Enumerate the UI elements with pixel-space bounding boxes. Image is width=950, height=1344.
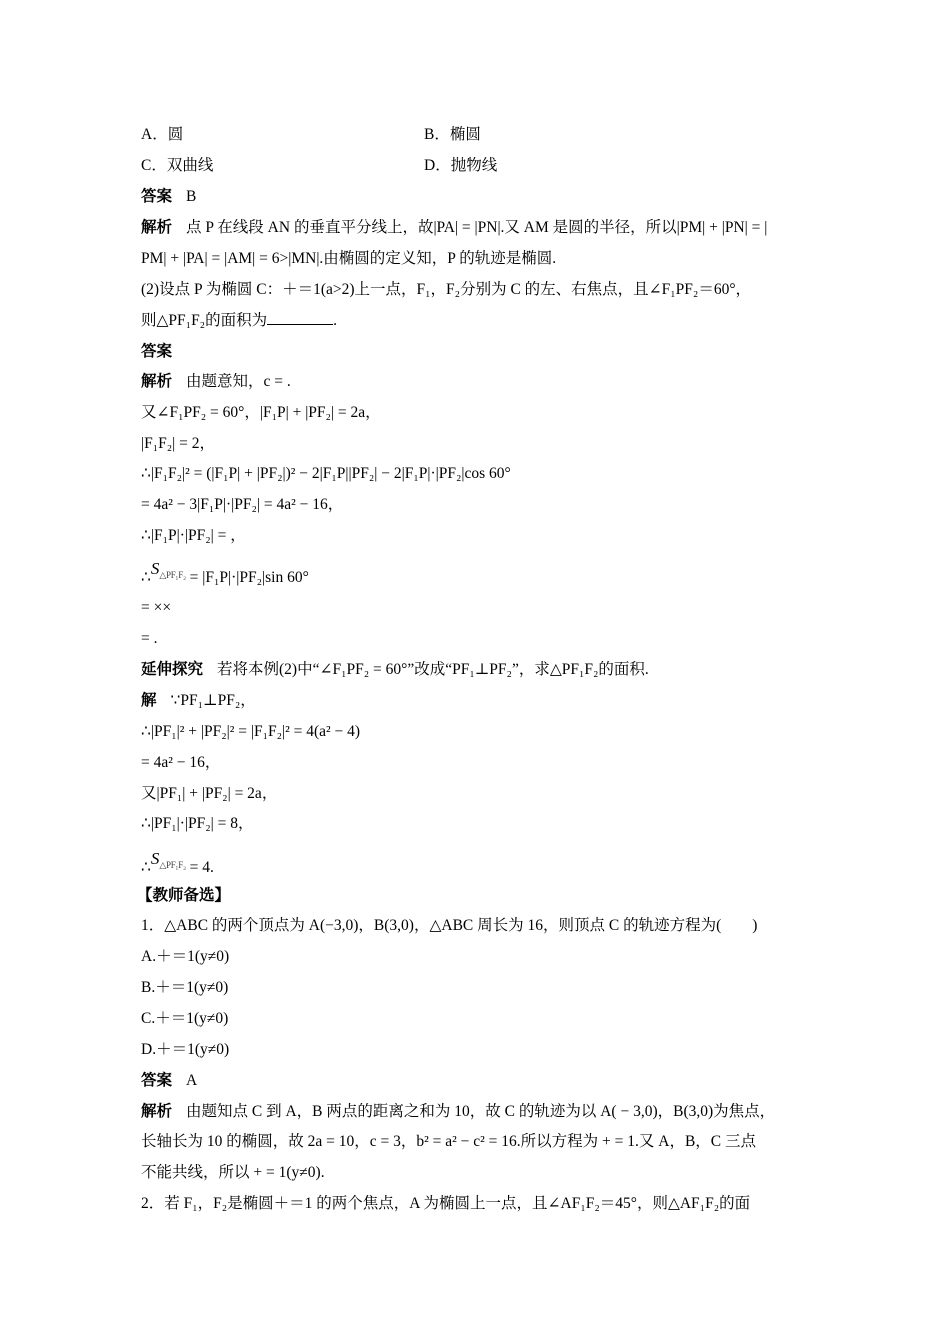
- question-2-line-1: (2)设点 P 为椭圆 C：＋＝1(a>2)上一点，F₁，F₂分别为 C 的左、右焦点，且∠F₁PF₂＝60°，: [141, 281, 752, 298]
- teacher-question-2: 2．若 F₁，F₂是椭圆＋＝1 的两个焦点，A 为椭圆上一点，且∠AF₁F₂＝45°，则△AF₁F₂的面: [141, 1195, 751, 1212]
- answer-1: [141, 186, 196, 208]
- solution-text: 点 P 在线段 AN 的垂直平分线上，故|PA| = |PN|.又 AM 是圆的半径，所以|PM| + |PN| = |: [186, 219, 768, 236]
- option-a: A．圆: [141, 126, 184, 143]
- solution-text: 由题意知，c = .: [186, 373, 291, 390]
- solution-text: = 4.: [189, 859, 214, 876]
- area-symbol: S: [150, 849, 160, 868]
- answer-value: B: [186, 188, 197, 205]
- area-subscript: △PF₁F₂: [159, 860, 186, 870]
- solution-4-line-1: [141, 1101, 775, 1123]
- therefore-symbol: ∴: [141, 569, 151, 586]
- solution-label: 解析: [141, 1103, 173, 1120]
- solution-2-line-1: [141, 371, 291, 393]
- solution-2-line-5: = 4a² − 3|F₁P|·|PF₂| = 4a² − 16，: [141, 496, 344, 513]
- answer-2-label: 答案: [141, 343, 173, 360]
- tq1-option-b: B.＋＝1(y≠0): [141, 979, 229, 996]
- solution-label: 解析: [141, 219, 173, 236]
- answer-blank: [267, 310, 333, 325]
- area-symbol: S: [150, 559, 160, 578]
- option-b: B．椭圆: [424, 126, 481, 143]
- solution-3-line-5: ∴|PF₁|·|PF₂| = 8，: [141, 815, 254, 832]
- teacher-section-title: 【教师备选】: [137, 887, 231, 904]
- teacher-question-1: 1．△ABC 的两个顶点为 A(−3,0)，B(3,0)，△ABC 周长为 16，则顶点 C 的轨迹方程为( ): [141, 917, 758, 934]
- solution-label: 解析: [141, 373, 173, 390]
- solution-3-line-6: [141, 849, 214, 880]
- solution-2-line-2: 又∠F₁PF₂ = 60°，|F₁P| + |PF₂| = 2a，: [141, 404, 381, 421]
- extension-question: [141, 659, 649, 681]
- area-subscript: △PF₁F₂: [159, 570, 186, 580]
- solution-3-line-3: = 4a² − 16，: [141, 754, 221, 771]
- solution-1-line-1: [141, 217, 767, 239]
- tq1-option-c: C.＋＝1(y≠0): [141, 1010, 229, 1027]
- solution-2-line-7: [141, 559, 309, 590]
- question-2-line-2: [141, 310, 337, 332]
- solution-2-line-4: ∴|F₁F₂|² = (|F₁P| + |PF₂|)² − 2|F₁P||PF₂| − 2|F₁P|·|PF₂|cos 60°: [141, 465, 511, 482]
- extension-text: 若将本例(2)中“∠F₁PF₂ = 60°”改成“PF₁⊥PF₂”，求△PF₁F₂的面积.: [217, 661, 649, 678]
- tq1-option-a: A.＋＝1(y≠0): [141, 948, 230, 965]
- answer-value: A: [186, 1072, 198, 1089]
- answer-label: 答案: [141, 188, 173, 205]
- tq1-option-d: D.＋＝1(y≠0): [141, 1041, 230, 1058]
- option-c: C．双曲线: [141, 157, 214, 174]
- solution-text: 由题知点 C 到 A，B 两点的距离之和为 10，故 C 的轨迹为以 A( − 3,0)，B(3,0)为焦点，: [186, 1103, 776, 1120]
- solution-3-line-4: 又|PF₁| + |PF₂| = 2a，: [141, 785, 278, 802]
- solution-text: = |F₁P|·|PF₂|sin 60°: [189, 569, 309, 586]
- solution-2-line-3: |F₁F₂| = 2，: [141, 435, 215, 452]
- solution-label: 解: [141, 692, 157, 709]
- question-text: 则△PF₁F₂的面积为: [141, 312, 268, 329]
- solution-text: ∵PF₁⊥PF₂，: [170, 692, 256, 709]
- solution-1-line-2: PM| + |PA| = |AM| = 6>|MN|.由椭圆的定义知，P 的轨迹是椭圆.: [141, 250, 557, 267]
- answer-label: 答案: [141, 1072, 173, 1089]
- solution-2-line-6: ∴|F₁P|·|PF₂| = ，: [141, 527, 246, 544]
- solution-4-line-3: 不能共线，所以 + = 1(y≠0).: [141, 1164, 325, 1181]
- therefore-symbol: ∴: [141, 859, 151, 876]
- solution-2-line-8: = ××: [141, 599, 172, 616]
- solution-2-line-9: = .: [141, 630, 158, 647]
- question-end: .: [333, 312, 337, 329]
- answer-3: [141, 1070, 197, 1092]
- solution-4-line-2: 长轴长为 10 的椭圆，故 2a = 10，c = 3，b² = a² − c² = 16.所以方程为 + = 1.又 A，B，C 三点: [141, 1133, 757, 1150]
- extension-label: 延伸探究: [141, 661, 204, 678]
- option-d: D．抛物线: [424, 157, 498, 174]
- solution-3-line-1: [141, 690, 256, 712]
- solution-3-line-2: ∴|PF₁|² + |PF₂|² = |F₁F₂|² = 4(a² − 4): [141, 723, 361, 740]
